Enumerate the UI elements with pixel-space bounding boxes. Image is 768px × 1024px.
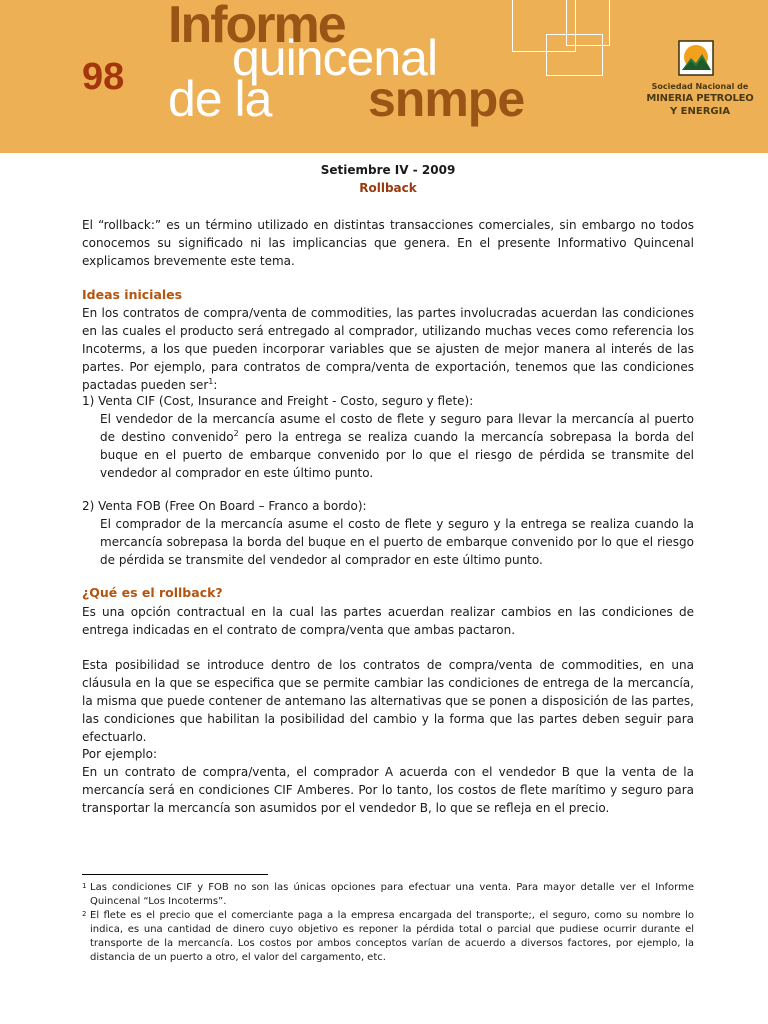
list-item-cif-body: El vendedor de la mercancía asume el costo de flete y seguro para llevar la mercancía al puerto de destino convenido$^2$ pero la entrega se realiza cuando la mercancía sobrepasa la borda del buque en el puerto de embarque convenido por lo que el riesgo de pérdida se transmite del vendedor al comprador en este último punto. [100,412,694,480]
masthead-title-line1: Informe [168,0,345,54]
paragraph-rollback-clause: Esta posibilidad se introduce dentro de los contratos de compra/venta de commodities, en una cláusula en la que se especifica que se permite cambiar las condiciones de entrega de la mercancía, la misma que puede contener de antemano las alternativas que se ponen a disposición de las partes, las condiciones que habilitan la posibilidad del cambio y la forma que las partes deben seguir para efectuarlo. [82,658,694,744]
list-item-cif-title: 1) Venta CIF (Cost, Insurance and Freight - Costo, seguro y flete): [82,394,474,408]
footnote-2: 2 El flete es el precio que el comerciante paga a la empresa encargada del transporte;, el seguro, como su nombre lo indica, es una cantidad de dinero cuyo objetivo es reponer la pérdida total o parcial que pudiese ocurrir durante el transporte de la mercancía. Los costos por ambos conceptos varían de acuerdo a diversos factores, por ejemplo, la distancia de un puerto a otro, el valor del cargamento, etc. [82,910,694,963]
snmpe-logo-icon [678,40,714,76]
paragraph-rollback-def: Es una opción contractual en la cual las partes acuerdan realizar cambios en las condiciones de entrega indicadas en el contrato de compra/venta que ambas pactaron. [82,605,694,637]
org-name-line3: Y ENERGIA [669,106,731,117]
org-name-line1: Sociedad Nacional de [651,82,749,91]
masthead [0,0,768,153]
list-item-fob-body: El comprador de la mercancía asume el costo de flete y seguro y la entrega se realiza cuando la mercancía sobrepasa la borda del buque en el puerto de embarque convenido por lo que el riesgo de pérdida se transmite del vendedor al comprador en este último punto. [100,517,694,567]
article-title: Rollback [359,181,417,195]
issue-date: Setiembre IV - 2009 [320,163,456,177]
intro-paragraph: El “rollback:” es un término utilizado en distintas transacciones comerciales, sin embargo no todos conocemos su significado ni las implicancias que genera. En el presente Informativo Quincenal explicamos brevemente este tema. [82,218,694,268]
issue-number: 98 [82,56,125,98]
masthead-title-line3b: snmpe [368,71,525,127]
paragraph-ideas: En los contratos de compra/venta de commodities, las partes involucradas acuerdan las condiciones en las cuales el producto será entregado al comprador, utilizando muchas veces como referencia los Incoterms, a los que pueden incorporar variables que se ajusten de mejor manera al interés de las partes. Por ejemplo, para contratos de compra/venta de exportación, tenemos que las condiciones pactadas pueden ser$^1$: [82,306,694,392]
decor-square [566,0,610,46]
example-label: Por ejemplo: [82,747,158,761]
org-name-line2: MINERIA PETROLEO [646,93,754,104]
footnote-separator [82,874,268,875]
section-heading-ideas: Ideas iniciales [82,287,183,302]
masthead-title-line3a: de la [168,71,272,127]
footnote-1: 1 Las condiciones CIF y FOB no son las únicas opciones para efectuar una venta. Para mayor detalle ver el Informe Quincenal “Los Incoterms”. [82,882,694,907]
list-item-fob-title: 2) Venta FOB (Free On Board – Franco a bordo): [82,499,367,513]
masthead-title-line2: quincenal [232,30,438,86]
section-heading-rollback: ¿Qué es el rollback? [82,585,223,600]
paragraph-example: En un contrato de compra/venta, el comprador A acuerda con el vendedor B que la venta de la mercancía será en condiciones CIF Amberes. Por lo tanto, los costos de flete marítimo y seguro para transportar la mercancía son asumidos por el vendedor B, lo que se refleja en el precio. [82,765,694,815]
